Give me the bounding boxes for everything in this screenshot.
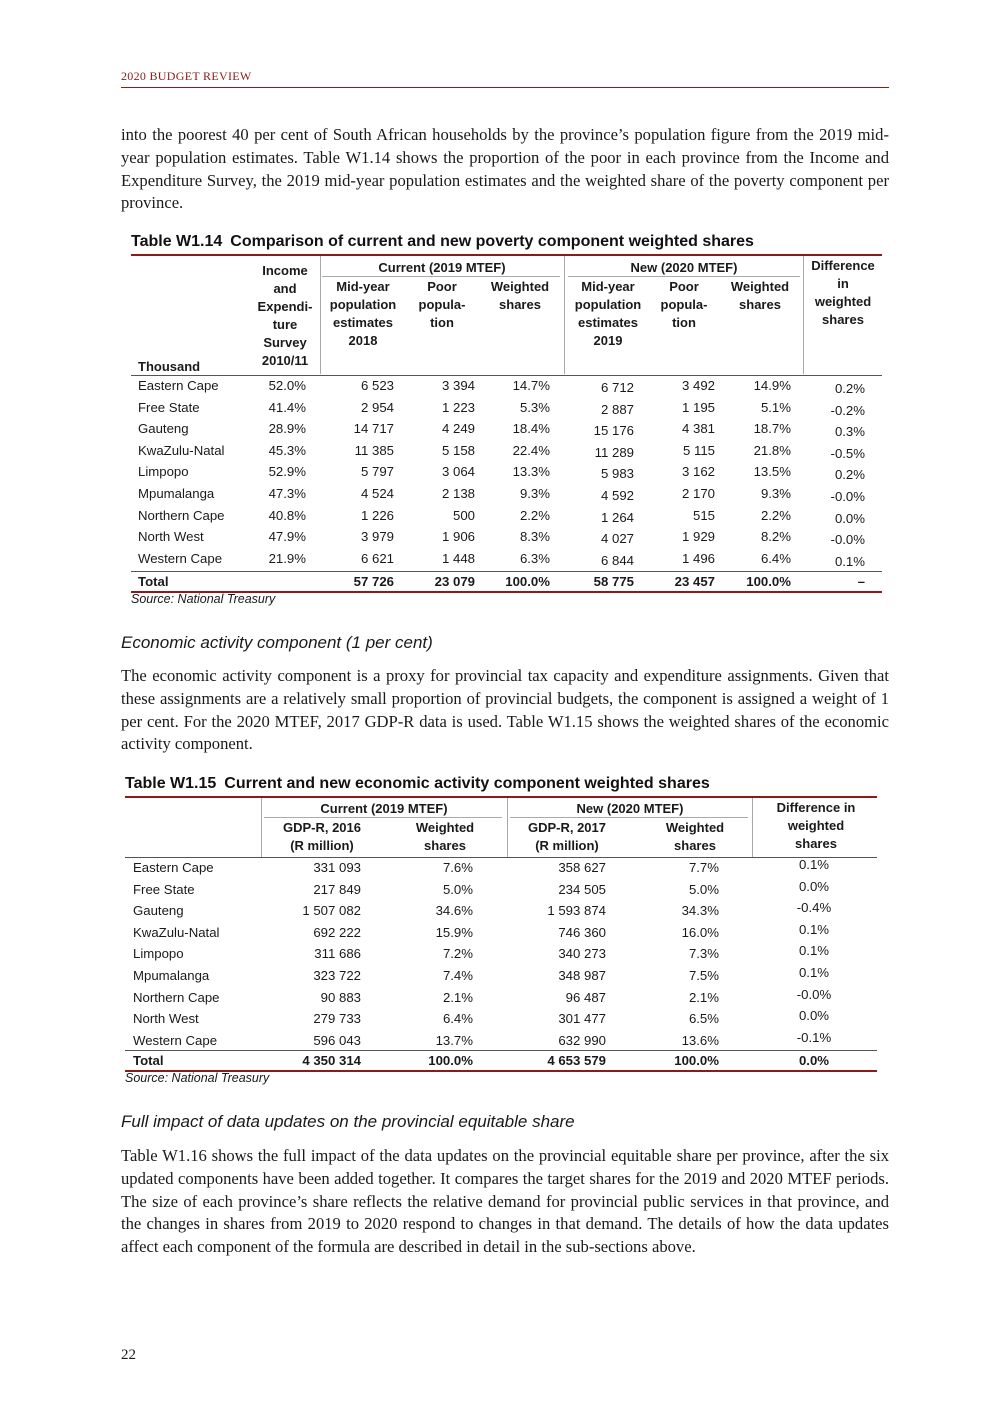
header-line: Poor xyxy=(427,279,457,294)
difference-cell: -0.5% xyxy=(830,445,865,461)
province-cell: Northern Cape xyxy=(138,507,225,523)
difference-cell: 0.3% xyxy=(834,424,865,440)
section-heading-economic-activity: Economic activity component (1 per cent) xyxy=(121,633,433,652)
new-midyear-cell: 6 844 xyxy=(600,552,634,568)
difference-cell: 0.1% xyxy=(798,857,830,872)
cur-weighted-cell: 18.4% xyxy=(512,421,550,437)
header-line: popula- xyxy=(660,297,708,312)
province-cell: Free State xyxy=(133,881,195,897)
cur-weighted-cell: 6.3% xyxy=(519,550,550,566)
header-line: Difference xyxy=(811,258,875,273)
ies-cell: 52.0% xyxy=(268,378,306,393)
header-line: (R million) xyxy=(535,838,599,853)
cur-poor-cell: 5 158 xyxy=(441,442,475,458)
header-line: shares xyxy=(424,838,466,853)
difference-cell: 0.2% xyxy=(834,381,865,396)
cur-poor-cell: 500 xyxy=(452,507,475,523)
ies-cell: 47.3% xyxy=(268,486,306,501)
new-gdp-cell: 234 505 xyxy=(558,881,606,897)
cur-gdp-cell: 331 093 xyxy=(313,860,361,875)
cur-weighted-column-header xyxy=(396,819,494,855)
province-cell: Free State xyxy=(138,399,200,415)
ies-cell: 41.4% xyxy=(268,399,306,415)
header-line: estimates xyxy=(333,315,393,330)
new-weighted-cell: 18.7% xyxy=(753,421,791,437)
header-line: 2019 xyxy=(593,333,623,348)
new-midyear-cell: 5 983 xyxy=(600,466,634,482)
new-poor-cell: 515 xyxy=(692,507,715,523)
difference-column-header xyxy=(756,799,876,853)
running-header: 2020 BUDGET REVIEW xyxy=(121,69,252,83)
page-number: 22 xyxy=(121,1347,136,1363)
cur-weighted-cell: 13.3% xyxy=(512,464,550,480)
cur-weighted-cell: 6.4% xyxy=(442,1011,473,1027)
new-weighted-cell: 9.3% xyxy=(760,486,791,501)
ies-cell: 45.3% xyxy=(268,442,306,458)
header-line: (R million) xyxy=(290,838,354,853)
new-gdp-cell: 348 987 xyxy=(558,968,606,983)
stub-header: Thousand xyxy=(138,359,201,374)
cur-poor-cell: 2 138 xyxy=(441,486,475,501)
new-poor-cell: 4 381 xyxy=(681,421,715,437)
header-line: tion xyxy=(672,315,696,330)
header-line: estimates xyxy=(578,315,638,330)
new-weighted-cell: 7.5% xyxy=(688,968,719,983)
new-weighted-cell: 34.3% xyxy=(681,903,719,919)
header-line: tion xyxy=(430,315,454,330)
header-line: Weighted xyxy=(730,279,790,294)
province-cell: Western Cape xyxy=(133,1032,218,1048)
difference-cell: 0.0% xyxy=(834,510,865,526)
group-underline xyxy=(264,817,502,818)
province-cell: Gauteng xyxy=(133,903,184,919)
province-cell: Total xyxy=(133,1053,164,1068)
column-divider xyxy=(752,798,753,858)
new-midyear-cell: 1 264 xyxy=(600,509,634,525)
cur-weighted-cell: 100.0% xyxy=(505,574,550,589)
new-weighted-cell: 5.1% xyxy=(760,399,791,415)
cur-weighted-cell: 2.2% xyxy=(519,507,550,523)
new-weighted-cell: 13.6% xyxy=(681,1032,719,1048)
header-line: ture xyxy=(272,317,298,332)
cur-gdp-cell: 1 507 082 xyxy=(302,903,361,919)
ies-cell: 28.9% xyxy=(268,421,306,437)
cur-gdp-cell: 279 733 xyxy=(313,1011,361,1027)
new-weighted-column-header xyxy=(646,819,744,855)
header-line: Survey xyxy=(263,335,307,350)
group-underline xyxy=(510,817,748,818)
difference-cell: 0.1% xyxy=(798,965,830,980)
new-gdp-cell: 301 477 xyxy=(558,1011,606,1027)
new-poor-cell: 5 115 xyxy=(682,442,715,458)
new-poor-cell: 1 195 xyxy=(681,399,715,415)
cur-poor-cell: 23 079 xyxy=(434,574,475,589)
cur-weighted-cell: 7.2% xyxy=(442,946,473,962)
new-weighted-cell: 2.1% xyxy=(688,989,719,1005)
new-weighted-cell: 6.5% xyxy=(688,1011,719,1027)
cur-gdp-cell: 4 350 314 xyxy=(302,1053,361,1068)
new-midyear-cell: 58 775 xyxy=(593,574,634,589)
new-gdp-cell: 340 273 xyxy=(558,946,606,962)
difference-cell: -0.1% xyxy=(796,1029,832,1045)
new-gdp-column-header xyxy=(515,819,619,855)
new-weighted-cell: 5.0% xyxy=(688,881,719,897)
cur-poor-cell: 3 394 xyxy=(441,378,475,393)
cur-weighted-cell: 13.7% xyxy=(435,1032,473,1048)
difference-cell: 0.1% xyxy=(798,921,830,937)
cur-midyear-cell: 11 385 xyxy=(354,442,394,458)
current-mtef-header: Current (2019 MTEF) xyxy=(320,801,448,816)
difference-cell: 0.1% xyxy=(798,943,830,959)
cur-midyear-cell: 6 523 xyxy=(360,378,394,393)
cur-weighted-cell: 8.3% xyxy=(519,529,550,545)
province-cell: Mpumalanga xyxy=(138,486,215,501)
new-weighted-cell: 13.5% xyxy=(753,464,791,480)
difference-cell: -0.0% xyxy=(796,986,832,1002)
cur-midyear-cell: 3 979 xyxy=(360,529,394,545)
cur-midyear-cell: 6 621 xyxy=(360,550,394,566)
province-cell: KwaZulu-Natal xyxy=(138,442,225,458)
cur-gdp-cell: 692 222 xyxy=(313,924,361,940)
province-cell: KwaZulu-Natal xyxy=(133,924,220,940)
province-cell: Eastern Cape xyxy=(138,378,219,393)
ies-cell: 21.9% xyxy=(268,550,306,566)
new-weighted-cell: 21.8% xyxy=(753,442,791,458)
difference-cell: 0.0% xyxy=(798,1008,830,1024)
cur-weighted-cell: 7.6% xyxy=(442,860,473,875)
cur-weighted-cell: 5.3% xyxy=(519,399,550,415)
province-cell: Limpopo xyxy=(138,464,189,480)
section-heading-full-impact: Full impact of data updates on the provincial equitable share xyxy=(121,1112,575,1131)
table-rule xyxy=(125,796,877,798)
header-line: shares xyxy=(739,297,781,312)
province-cell: North West xyxy=(138,529,204,545)
cur-weighted-cell: 2.1% xyxy=(442,989,473,1005)
header-line: and xyxy=(273,281,297,296)
cur-weighted-cell: 22.4% xyxy=(512,442,550,458)
economic-activity-paragraph: The economic activity component is a proxy for provincial tax capacity and expenditure assignments. Given that these assignments are a relatively small proportion of provincial budgets, the component is assigned a weight of 1 per cent. For the 2020 MTEF, 2017 GDP-R data is used. Table W1.15 shows the weighted shares of the economic activity component. xyxy=(121,666,889,754)
new-midyear-cell: 6 712 xyxy=(600,380,634,395)
new-midyear-cell: 2 887 xyxy=(600,401,634,417)
cur-weighted-cell: 7.4% xyxy=(442,968,473,983)
new-gdp-cell: 746 360 xyxy=(558,924,606,940)
table-w115-number: Table W1.15 xyxy=(125,775,217,792)
difference-cell: -0.0% xyxy=(830,532,865,548)
new-gdp-cell: 4 653 579 xyxy=(547,1053,606,1068)
header-line: Income xyxy=(262,263,308,278)
header-line: population xyxy=(574,297,642,312)
header-line: GDP-R, 2017 xyxy=(527,820,607,835)
cur-poor-cell: 1 223 xyxy=(441,399,475,415)
header-line: 2010/11 xyxy=(261,353,309,368)
cur-midyear-cell: 2 954 xyxy=(360,399,394,415)
header-line: shares xyxy=(674,838,716,853)
header-line: Weighted xyxy=(665,820,725,835)
table-w115-source: Source: National Treasury xyxy=(125,1071,270,1085)
difference-cell: -0.4% xyxy=(796,900,832,916)
cur-gdp-cell: 90 883 xyxy=(320,989,361,1005)
header-line: Mid-year xyxy=(581,279,635,294)
province-cell: Mpumalanga xyxy=(133,968,210,983)
ies-cell: 52.9% xyxy=(268,464,306,480)
new-gdp-cell: 96 487 xyxy=(565,989,606,1005)
province-cell: Limpopo xyxy=(133,946,184,962)
cur-gdp-column-header xyxy=(270,819,374,855)
header-line: shares xyxy=(822,312,864,327)
column-divider xyxy=(507,798,508,858)
cur-weighted-cell: 14.7% xyxy=(512,378,550,393)
new-weighted-cell: 14.9% xyxy=(753,378,791,393)
ies-cell: 40.8% xyxy=(268,507,306,523)
cur-poor-cell: 4 249 xyxy=(441,421,475,437)
new-midyear-cell: 15 176 xyxy=(593,423,634,439)
province-cell: Gauteng xyxy=(138,421,189,437)
current-mtef-header: Current (2019 MTEF) xyxy=(378,260,506,275)
ies-cell: 47.9% xyxy=(268,529,306,545)
header-line: population xyxy=(329,297,397,312)
new-poor-cell: 2 170 xyxy=(681,486,715,501)
cur-poor-cell: 3 064 xyxy=(441,464,475,480)
new-gdp-cell: 632 990 xyxy=(558,1032,606,1048)
table-w114-title: Comparison of current and new poverty component weighted shares xyxy=(230,233,754,250)
table-w115-title: Current and new economic activity component weighted shares xyxy=(224,775,710,792)
header-line: GDP-R, 2016 xyxy=(282,820,362,835)
new-weighted-cell: 100.0% xyxy=(674,1053,719,1068)
province-cell: North West xyxy=(133,1011,199,1027)
new-poor-cell: 3 492 xyxy=(681,378,715,393)
cur-midyear-cell: 4 524 xyxy=(360,486,394,501)
new-weighted-cell: 7.3% xyxy=(688,946,719,962)
new-poor-cell: 23 457 xyxy=(674,574,715,589)
new-poor-cell: 1 496 xyxy=(681,550,715,566)
header-line: weighted xyxy=(787,818,845,833)
header-line: shares xyxy=(499,297,541,312)
cur-weighted-cell: 34.6% xyxy=(435,903,473,919)
cur-gdp-cell: 323 722 xyxy=(313,968,361,983)
cur-gdp-cell: 596 043 xyxy=(313,1032,361,1048)
column-divider xyxy=(261,798,262,858)
new-weighted-cell: 6.4% xyxy=(760,550,791,566)
header-line: Difference in xyxy=(776,800,856,815)
cur-midyear-cell: 14 717 xyxy=(353,421,394,437)
difference-cell: -0.0% xyxy=(830,489,865,504)
cur-weighted-cell: 5.0% xyxy=(442,881,473,897)
cur-weighted-cell: 15.9% xyxy=(435,924,473,940)
cur-poor-cell: 1 448 xyxy=(441,550,475,566)
new-midyear-cell: 4 592 xyxy=(600,488,634,503)
header-line: 2018 xyxy=(348,333,378,348)
cur-weighted-cell: 100.0% xyxy=(428,1053,473,1068)
table-w114-source: Source: National Treasury xyxy=(131,592,276,606)
header-line: Weighted xyxy=(415,820,475,835)
province-cell: Eastern Cape xyxy=(133,860,214,875)
new-weighted-cell: 100.0% xyxy=(746,574,791,589)
table-rule xyxy=(125,1050,877,1051)
header-line: shares xyxy=(795,836,837,851)
difference-cell: 0.0% xyxy=(798,878,830,894)
cur-midyear-cell: 5 797 xyxy=(360,464,394,480)
province-cell: Total xyxy=(138,574,169,589)
new-weighted-cell: 8.2% xyxy=(760,529,791,545)
new-gdp-cell: 1 593 874 xyxy=(547,903,606,919)
new-weighted-cell: 7.7% xyxy=(688,860,719,875)
difference-cell: 0.1% xyxy=(834,553,865,569)
new-midyear-cell: 11 289 xyxy=(594,444,634,460)
new-mtef-header: New (2020 MTEF) xyxy=(576,801,684,816)
header-line: Weighted xyxy=(490,279,550,294)
header-line: popula- xyxy=(418,297,466,312)
header-line: weighted xyxy=(814,294,872,309)
full-impact-paragraph: Table W1.16 shows the full impact of the data updates on the provincial equitable share per province, after the six updated components have been added together. It compares the target shares for the 2019 and 2020 MTEF periods. The size of each province’s share reflects the relative demand for provincial public services in that province, and the changes in shares from 2019 to 2020 respond to changes in that demand. The details of how the data updates affect each component of the formula are described in detail in the sub-sections above. xyxy=(121,1146,889,1257)
new-weighted-cell: 2.2% xyxy=(760,507,791,523)
cur-gdp-cell: 311 686 xyxy=(314,946,361,962)
new-gdp-cell: 358 627 xyxy=(558,860,606,875)
new-midyear-cell: 4 027 xyxy=(600,531,634,547)
cur-midyear-cell: 1 226 xyxy=(360,507,394,523)
difference-cell: 0.2% xyxy=(834,467,865,483)
difference-cell: -0.2% xyxy=(830,402,865,418)
intro-paragraph: into the poorest 40 per cent of South African households by the province’s population figure from the 2019 mid-year population estimates. Table W1.14 shows the proportion of the poor in each province from the Income and Expenditure Survey, the 2019 mid-year population estimates and the weighted share of the poverty component per province. xyxy=(121,125,889,213)
difference-cell: – xyxy=(857,574,865,589)
province-cell: Western Cape xyxy=(138,550,223,566)
cur-poor-cell: 1 906 xyxy=(441,529,475,545)
header-line: Expendi- xyxy=(257,299,313,314)
cur-weighted-cell: 9.3% xyxy=(519,486,550,501)
new-weighted-cell: 16.0% xyxy=(681,924,719,940)
province-cell: Northern Cape xyxy=(133,989,220,1005)
header-line: Mid-year xyxy=(336,279,390,294)
difference-cell: 0.0% xyxy=(798,1053,830,1068)
header-line: in xyxy=(837,276,849,291)
cur-gdp-cell: 217 849 xyxy=(313,881,361,897)
new-poor-cell: 3 162 xyxy=(681,464,715,480)
table-w114-number: Table W1.14 xyxy=(131,233,223,250)
cur-midyear-cell: 57 726 xyxy=(353,574,394,589)
new-poor-cell: 1 929 xyxy=(681,529,715,545)
header-line: Poor xyxy=(669,279,699,294)
new-mtef-header: New (2020 MTEF) xyxy=(630,260,738,275)
